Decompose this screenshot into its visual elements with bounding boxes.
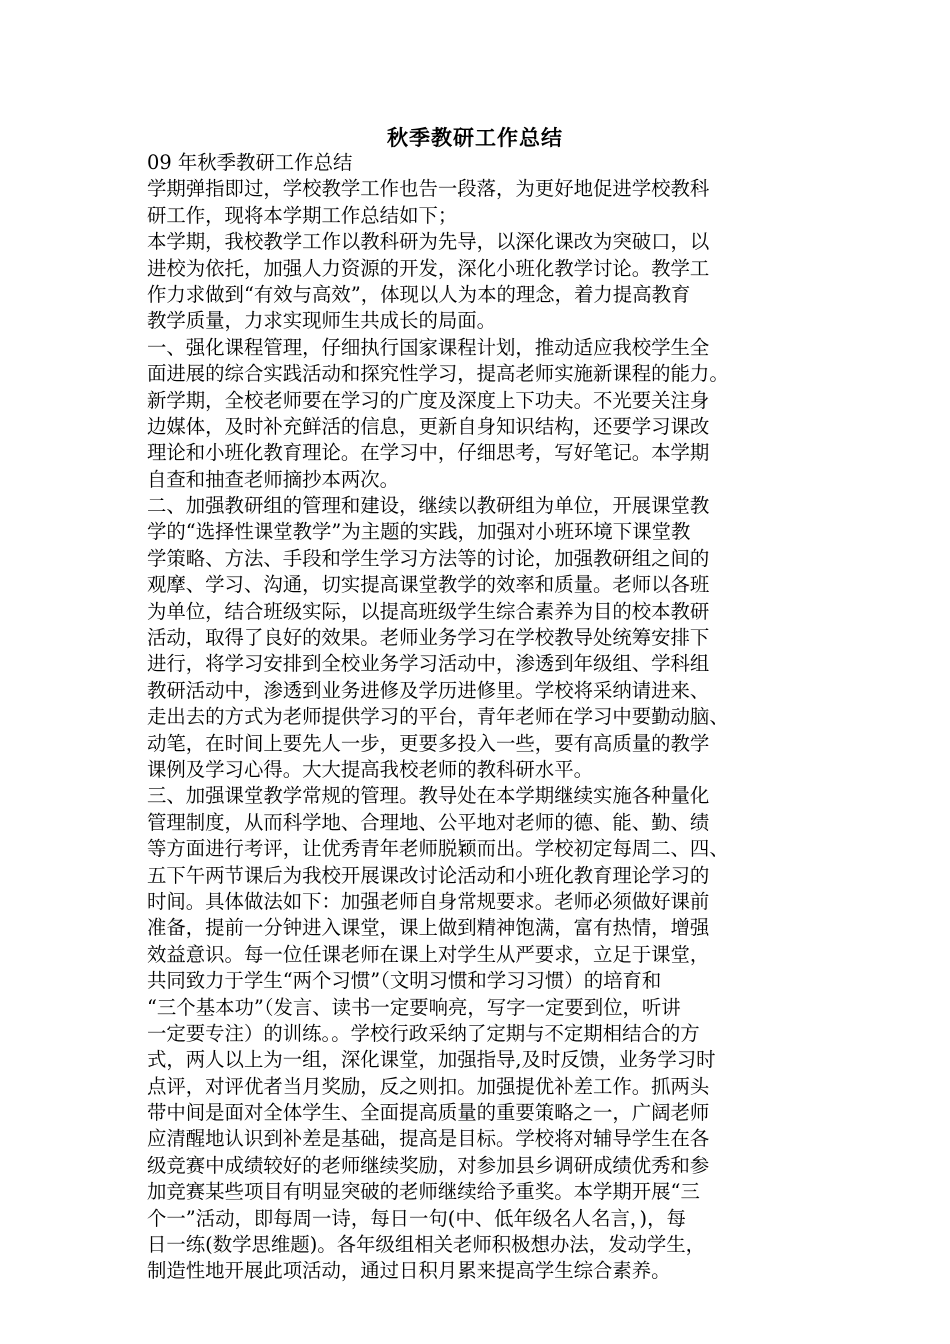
text-line: 活动，取得了良好的效果。老师业务学习在学校教导处统筹安排下 [147, 626, 710, 650]
text-line: 准备，提前一分钟进入课堂，课上做到精神饱满，富有热情，增强 [147, 916, 710, 940]
text-line: 进行，将学习安排到全校业务学习活动中，渗透到年级组、学科组 [147, 652, 710, 676]
text-line: 为单位，结合班级实际，以提高班级学生综合素养为目的校本教研 [147, 599, 710, 623]
text-line: 本学期，我校教学工作以教科研为先导，以深化课改为突破口，以 [147, 230, 710, 254]
text-line: 动笔，在时间上要先人一步，更要多投入一些，要有高质量的教学 [147, 731, 710, 755]
text-line: 作力求做到“有效与高效”，体现以人为本的理念，着力提高教育 [147, 282, 691, 306]
text-line: 共同致力于学生“两个习惯”（文明习惯和学习习惯）的培育和 [147, 969, 662, 993]
text-line: 进校为依托，加强人力资源的开发，深化小班化教学讨论。教学工 [147, 256, 710, 280]
text-line: 学期弹指即过，学校教学工作也告一段落，为更好地促进学校教科 [147, 177, 710, 201]
text-line: 加竞赛某些项目有明显突破的老师继续给予重奖。本学期开展“三 [147, 1180, 700, 1204]
text-line: 级竞赛中成绩较好的老师继续奖励，对参加县乡调研成绩优秀和参 [147, 1153, 710, 1177]
text-line: 课例及学习心得。大大提高我校老师的教科研水平。 [147, 757, 593, 781]
text-line: 等方面进行考评，让优秀青年老师脱颖而出。学校初定每周二、四、 [147, 837, 729, 861]
text-line: 制造性地开展此项活动，通过日积月累来提高学生综合素养。 [147, 1259, 671, 1283]
text-line: 管理制度，从而科学地、合理地、公平地对老师的德、能、勤、绩 [147, 810, 710, 834]
document-title: 秋季教研工作总结 [387, 125, 563, 150]
text-line: 教学质量，力求实现师生共成长的局面。 [147, 309, 497, 333]
text-line: 观摩、学习、沟通，切实提高课堂教学的效率和质量。老师以各班 [147, 573, 710, 597]
text-line: 学策略、方法、手段和学生学习方法等的讨论，加强教研组之间的 [147, 546, 710, 570]
text-line: 理论和小班化教育理论。在学习中，仔细思考，写好笔记。本学期 [147, 441, 710, 465]
document-body [147, 150, 827, 1285]
text-line: 研工作，现将本学期工作总结如下； [147, 203, 458, 227]
text-line: 个一”活动，即每周一诗，每日一句(中、低年级名人名言，)，每 [147, 1206, 686, 1230]
text-line: 式，两人以上为一组，深化课堂，加强指导,及时反馈，业务学习时 [147, 1048, 716, 1072]
text-line: 教研活动中，渗透到业务进修及学历进修里。学校将采纳请进来、 [147, 678, 710, 702]
text-line: 日一练(数学思维题)。各年级组相关老师积极想办法，发动学生， [147, 1233, 706, 1257]
text-line: 时间。具体做法如下：加强老师自身常规要求。老师必须做好课前 [147, 889, 710, 913]
text-line: 二、加强教研组的管理和建设，继续以教研组为单位，开展课堂教 [147, 494, 710, 518]
text-line: 一、强化课程管理，仔细执行国家课程计划，推动适应我校学生全 [147, 335, 710, 359]
text-line: “三个基本功”（发言、读书一定要响亮，写字一定要到位，听讲 [147, 995, 681, 1019]
text-line: 自查和抽查老师摘抄本两次。 [147, 467, 400, 491]
text-line: 五下午两节课后为我校开展课改讨论活动和小班化教育理论学习的 [147, 863, 710, 887]
text-line: 面进展的综合实践活动和探究性学习，提高老师实施新课程的能力。 [147, 362, 729, 386]
text-line: 效益意识。每一位任课老师在课上对学生从严要求，立足于课堂， [147, 942, 710, 966]
text-line: 点评，对评优者当月奖励，反之则扣。加强提优补差工作。抓两头 [147, 1074, 710, 1098]
text-line: 一定要专注）的训练。。学校行政采纳了定期与不定期相结合的方 [147, 1021, 700, 1045]
text-line: 走出去的方式为老师提供学习的平台，青年老师在学习中要勤动脑、 [147, 705, 729, 729]
text-line: 边媒体，及时补充鲜活的信息，更新自身知识结构，还要学习课改 [147, 414, 710, 438]
text-line: 三、加强课堂教学常规的管理。教导处在本学期继续实施各种量化 [147, 784, 710, 808]
text-line: 带中间是面对全体学生、全面提高质量的重要策略之一，广阔老师 [147, 1101, 710, 1125]
text-line: 学的“选择性课堂教学”为主题的实践，加强对小班环境下课堂教 [147, 520, 691, 544]
text-line: 新学期，全校老师要在学习的广度及深度上下功夫。不光要关注身 [147, 388, 710, 412]
text-line: 应清醒地认识到补差是基础，提高是目标。学校将对辅导学生在各 [147, 1127, 710, 1151]
text-line: 09 年秋季教研工作总结 [147, 151, 353, 174]
